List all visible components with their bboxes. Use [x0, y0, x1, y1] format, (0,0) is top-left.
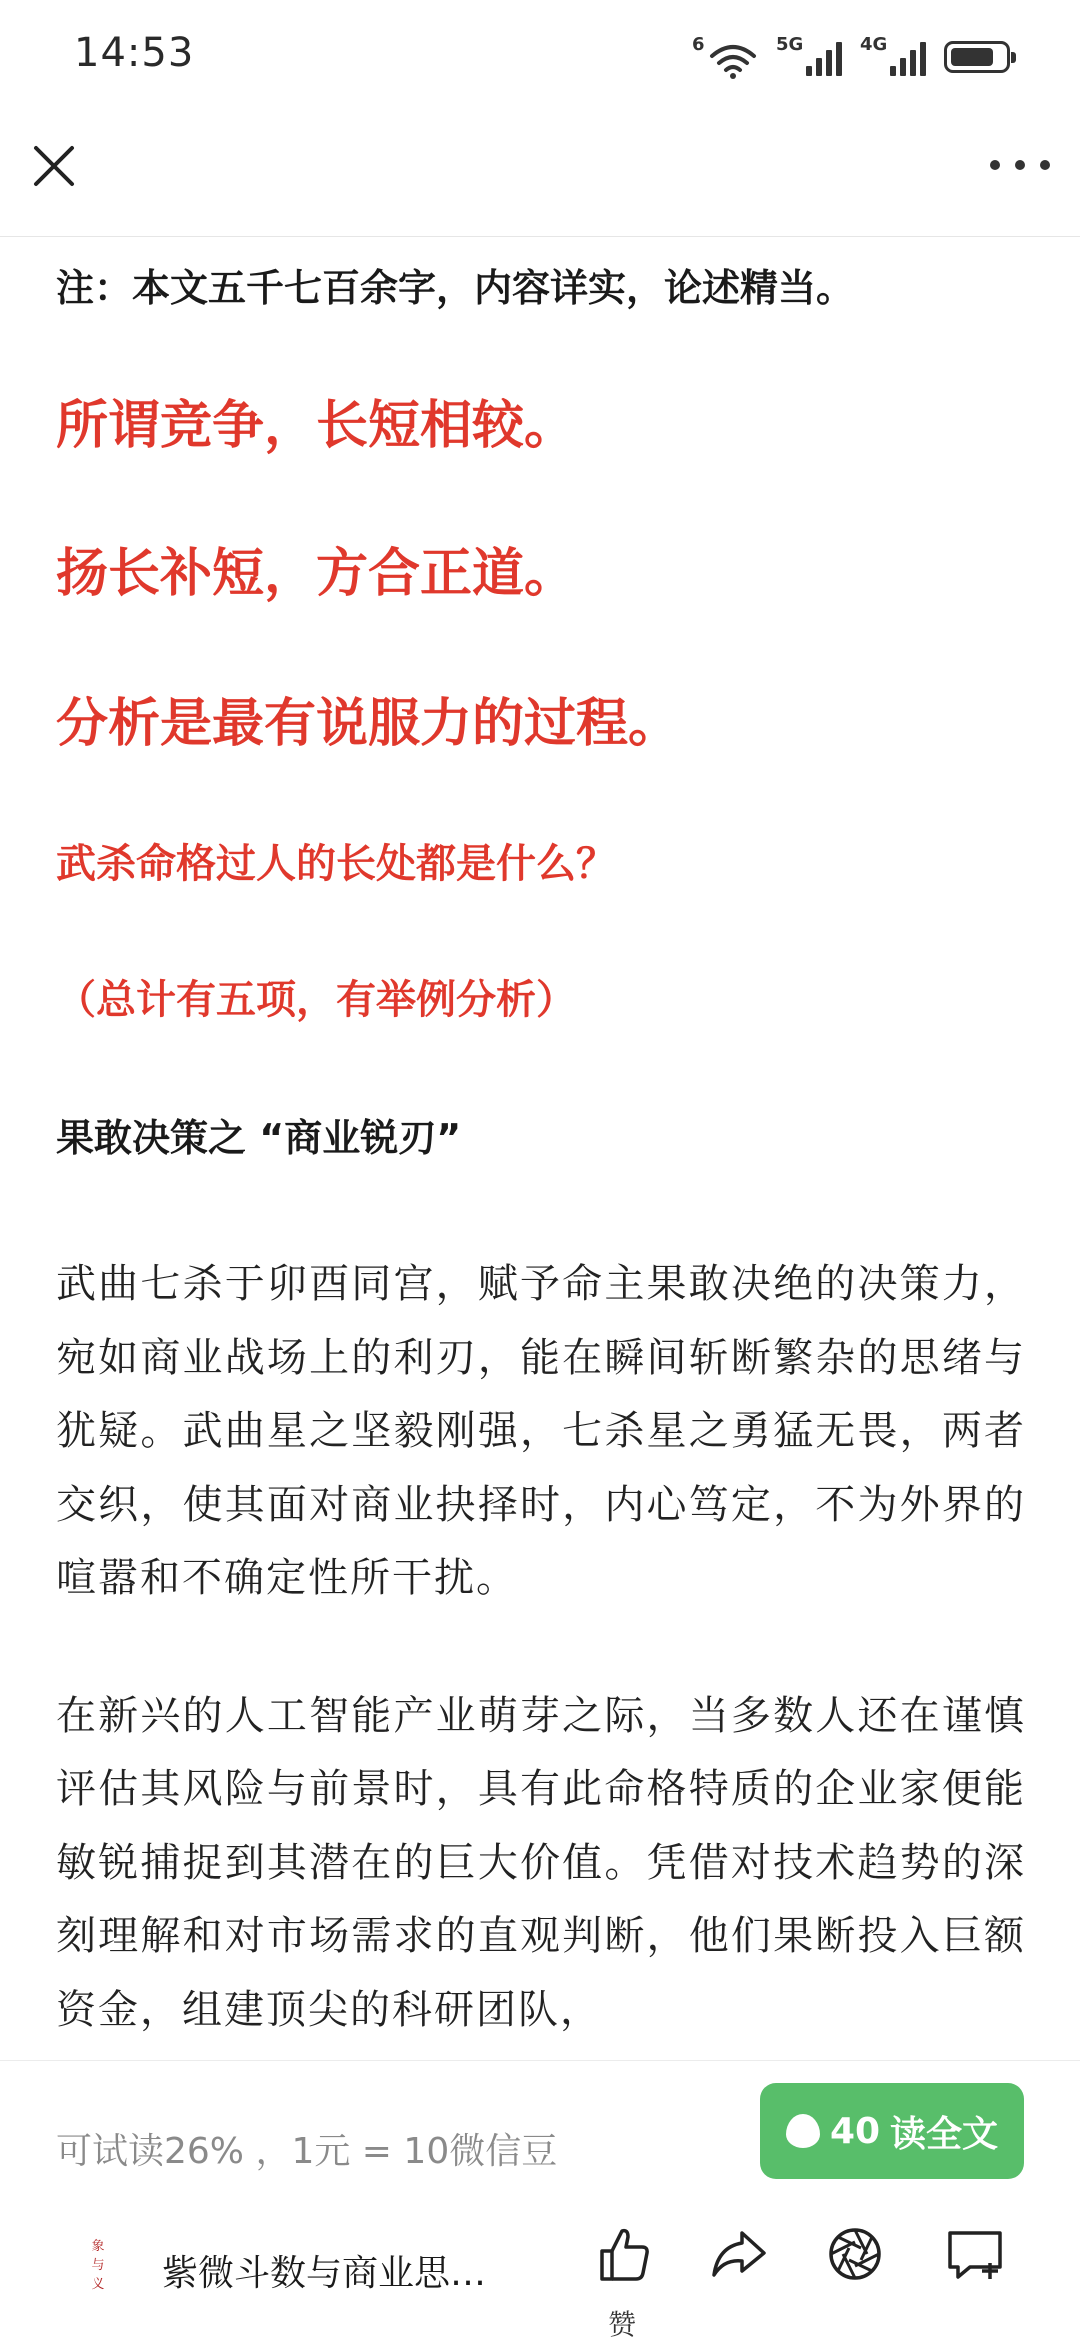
thumbs-up-icon	[588, 2219, 658, 2289]
status-icons	[692, 34, 1010, 80]
battery-icon	[944, 41, 1010, 73]
flame-icon	[786, 2114, 820, 2148]
question-subheading: （总计有五项，有举例分析）	[56, 977, 576, 1023]
question-heading: 武杀命格过人的长处都是什么？	[56, 841, 616, 887]
red-headline-2: 扬长补短，方合正道。	[56, 544, 577, 604]
logo-char-1: 象	[91, 2238, 105, 2254]
wifi-icon	[692, 34, 758, 80]
close-button[interactable]	[28, 140, 80, 192]
aperture-icon	[820, 2219, 890, 2289]
article-body	[56, 250, 1026, 2047]
status-time: 14:53	[74, 30, 195, 76]
comment-add-icon	[940, 2219, 1010, 2289]
section-title: 果敢决策之 “商业锐刃”	[56, 1116, 462, 1160]
comment-button[interactable]	[940, 2219, 1010, 2289]
like-label: 赞	[607, 2308, 636, 2341]
read-count: 40	[829, 2110, 881, 2152]
signal-4g-tag: 4G	[860, 34, 888, 55]
more-horizontal-icon	[990, 160, 1000, 170]
recommend-button[interactable]	[820, 2219, 890, 2289]
account-name[interactable]: 紫微斗数与商业思…	[162, 2253, 487, 2294]
signal-5g-icon	[776, 34, 842, 80]
bottom-bar	[0, 2060, 1080, 2341]
paragraph-1: 武曲七杀于卯酉同宫，赋予命主果敢决绝的决策力，宛如商业战场上的利刃，能在瞬间斩断繁杂的思绪与犹疑。武曲星之坚毅刚强，七杀星之勇猛无畏，两者交织，使其面对商业抉择时，内心笃定，不为外界的喧嚣和不确定性所干扰。	[56, 1261, 1026, 1601]
red-headline-1: 所谓竞争，长短相较。	[56, 396, 577, 456]
logo-char-2: 与	[91, 2257, 105, 2273]
close-icon	[28, 140, 80, 192]
wifi-tag: 6	[692, 34, 705, 55]
share-button[interactable]	[704, 2219, 774, 2289]
paragraph-2: 在新兴的人工智能产业萌芽之际，当多数人还在谨慎评估其风险与前景时，具有此命格特质的企业家便能敏锐捕捉到其潜在的巨大价值。凭借对技术趋势的深刻理解和对市场需求的直观判断，他们果断投入巨额资金，组建顶尖的科研团队，	[56, 1692, 1026, 2033]
more-button[interactable]	[990, 150, 1050, 180]
read-full-button[interactable]	[760, 2083, 1024, 2179]
share-arrow-icon	[704, 2219, 774, 2289]
article-note: 注：本文五千七百余字，内容详实，论述精当。	[56, 266, 855, 310]
read-full-label: 读全文	[890, 2113, 999, 2155]
header-divider	[0, 236, 1080, 237]
signal-5g-tag: 5G	[776, 34, 804, 55]
like-button[interactable]	[588, 2219, 658, 2289]
signal-4g-icon	[860, 34, 926, 80]
trial-read-text: 可试读26% ，1元 = 10微信豆	[56, 2131, 558, 2172]
red-headline-3: 分析是最有说服力的过程。	[56, 694, 681, 754]
account-logo[interactable]	[70, 2227, 126, 2303]
logo-char-3: 义	[91, 2276, 105, 2292]
